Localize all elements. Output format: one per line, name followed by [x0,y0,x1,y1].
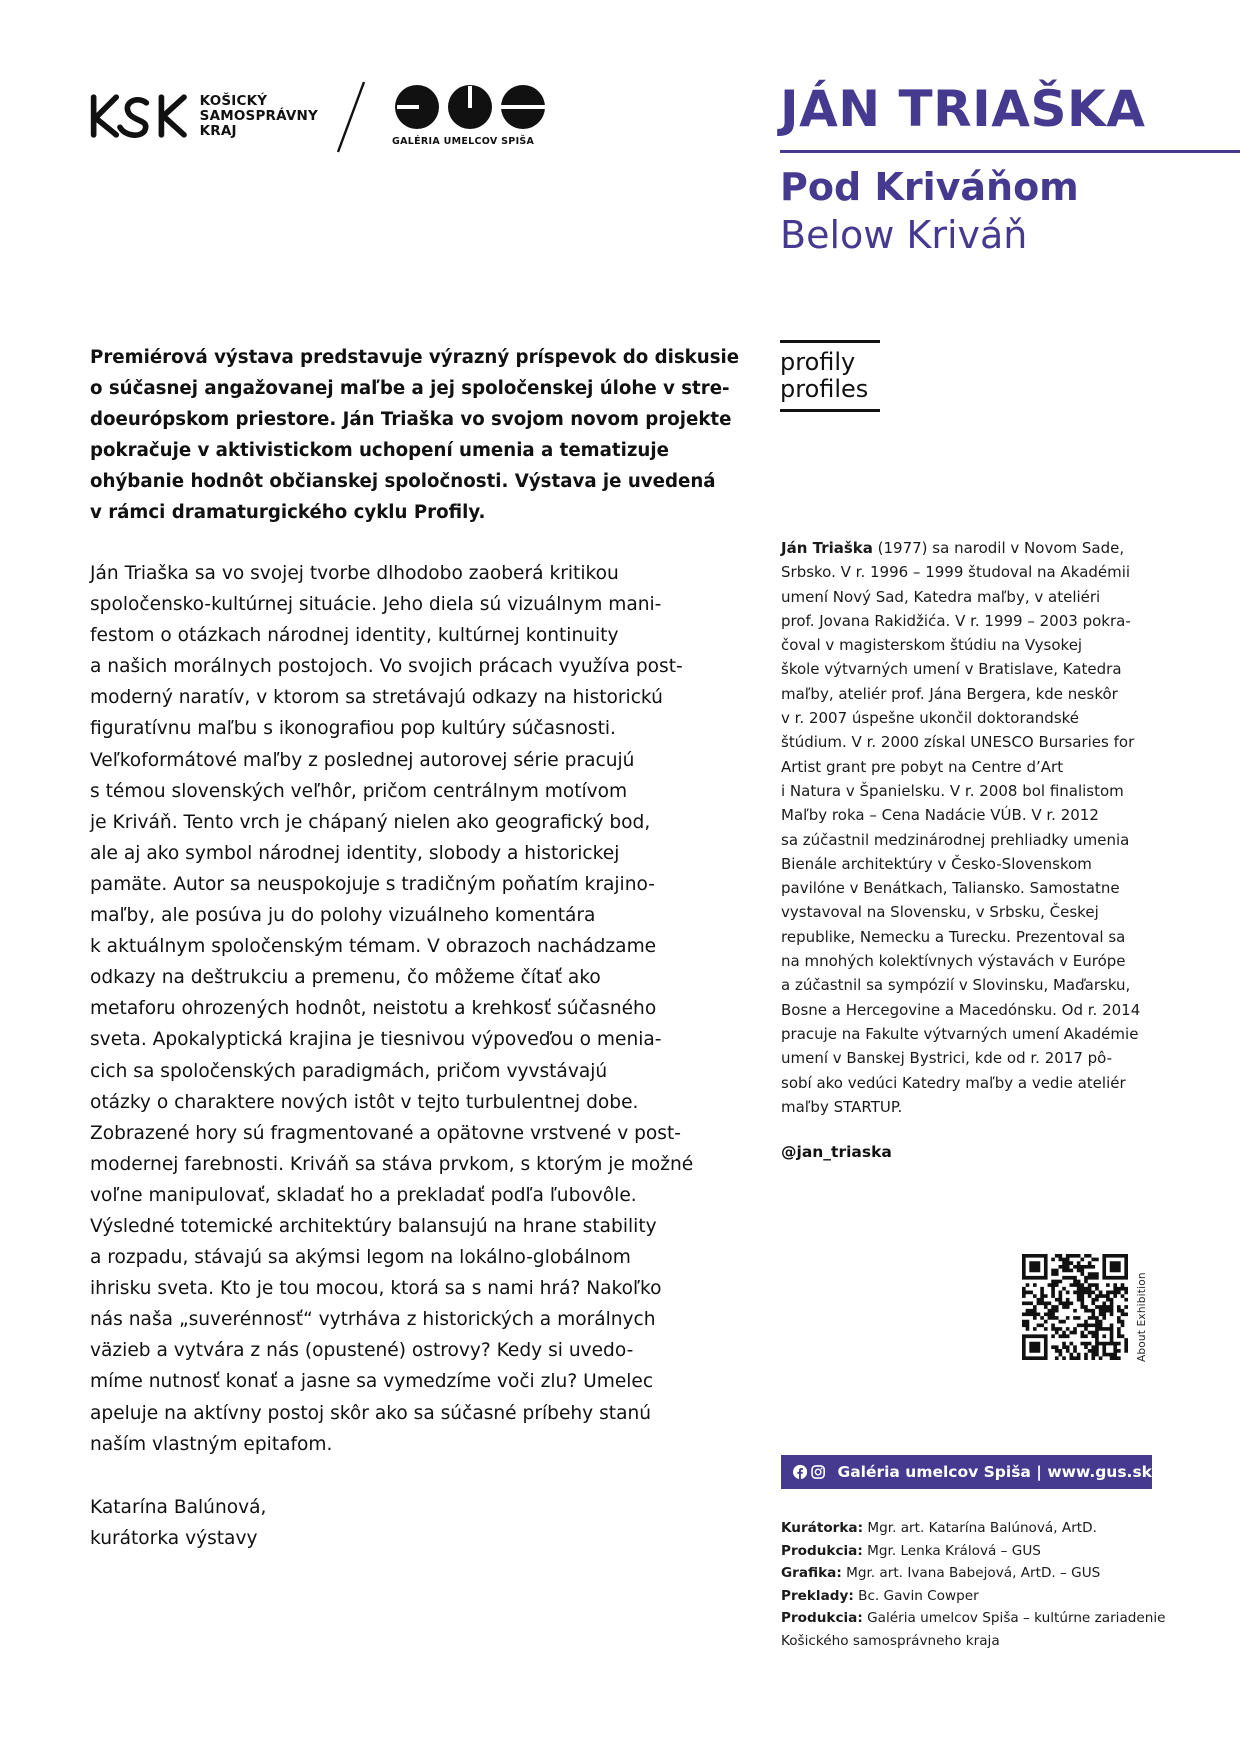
lead-line: ohýbanie hodnôt občianskej spoločnosti. Výstava je uvedená [90,471,716,492]
credit-line [781,1540,1240,1563]
credit-value: Mgr. art. Ivana Babejová, ArtD. – GUS [841,1565,1101,1582]
body-line: Výsledné totemické architektúry balansujú na hrane stability [90,1215,657,1237]
curator-name: Katarína Balúnová, [90,1497,267,1518]
gus-wordmark: GALÉRIA UMELCOV SPIŠA [392,136,535,147]
curator-signature [90,1492,490,1554]
credits [781,1517,1240,1653]
body-line: pamäte. Autor sa neuspokojuje s tradičným poňatím krajino- [90,873,655,895]
ksk-line-3: KRAJ [199,122,237,139]
body-line: festom o otázkach národnej identity, kultúrnej kontinuity [90,625,619,647]
title-divider [780,150,1240,153]
credit-value: Galéria umelcov Spiša – kultúrne zariadenie [862,1610,1166,1627]
bio-line: pracuje na Fakulte výtvarných umení Akadémie [781,1024,1139,1043]
body-line: moderný naratív, v ktorom sa stretávajú odkazy na historickú [90,687,663,709]
credit-label: Produkcia: [781,1542,863,1559]
bio-line: pavilóne v Benátkach, Taliansko. Samostatne [781,879,1120,898]
bio-line: v r. 2007 úspešne ukončil doktorandské [781,709,1080,728]
body-line: k aktuálnym spoločenským témam. V obrazoch nachádzame [90,936,657,958]
bio-line: Artist grant pre pobyt na Centre d’Art [781,757,1064,776]
curator-role: kurátorka výstavy [90,1528,258,1549]
exhibition-title-sk: Pod Kriváňom [780,165,1079,209]
qr-label-text: About Exhibition [1136,1272,1148,1362]
ksk-line-2: SAMOSPRÁVNY [199,107,318,124]
body-line: s témou slovenských veľhôr, pričom centrálnym motívom [90,780,628,802]
body-line: Ján Triaška sa vo svojej tvorbe dlhodobo zaoberá kritikou [90,563,619,584]
body-line: ale aj ako symbol národnej identity, slobody a historickej [90,842,620,864]
credit-label: Preklady: [781,1587,854,1604]
ksk-wordmark [200,94,318,139]
body-line: figuratívnu maľbu s ikonografiou pop kultúry súčasnosti. [90,718,616,740]
series-rule-bottom [780,409,880,412]
contact-bar[interactable] [781,1455,1152,1489]
bio-line: i Natura v Španielsku. V r. 2008 bol finalistom [781,781,1124,800]
qr-label [1136,1262,1154,1362]
bio-artist-name: Ján Triaška [781,539,873,557]
body-line: voľne manipulovať, skladať ho a prekladať podľa ľubovôle. [90,1184,637,1206]
series-logo [780,340,880,412]
bio-line: štúdium. V r. 2000 získal UNESCO Bursaries for [781,733,1135,752]
bio-line: sobí ako vedúci Katedry maľby a vedie ateliér [781,1073,1126,1092]
credit-label: Kurátorka: [781,1520,864,1536]
credit-line: Košického samosprávneho kraja [781,1632,1000,1649]
qr-code-icon[interactable] [1022,1254,1128,1360]
body-line: Veľkoformátové maľby z poslednej autorovej série pracujú [90,749,635,771]
lead-line: Premiérová výstava predstavuje výrazný príspevok do diskusie [90,347,740,368]
body-line: metaforu ohrozených hodnôt, neistotu a krehkosť súčasného [90,998,657,1020]
bio-line: Bienále architektúry v Česko-Slovenskom [781,854,1092,873]
credit-line [781,1562,1240,1585]
body-line: cich sa spoločenských paradigmách, pričom vyvstávajú [90,1060,608,1082]
body-line: a našich morálnych postojoch. Vo svojich prácach využíva post- [90,656,683,678]
bio-line: maľby, ateliér prof. Jána Bergera, kde neskôr [781,684,1118,703]
bio-line: sa zúčastnil medzinárodnej prehliadky umenia [781,830,1130,849]
body-line: a rozpadu, stávajú sa akýmsi legom na lokálno-globálnom [90,1247,631,1269]
body-line: Zobrazené hory sú fragmentované a opätovne vrstvené v post- [90,1122,681,1144]
body-line: nás naša „suverénnosť“ vytrháva z historických a morálnych [90,1309,656,1331]
bio-line: Srbsko. V r. 1996 – 1999 študoval na Akadémii [781,563,1131,582]
bio-first-line: (1977) sa narodil v Novom Sade, [872,539,1125,557]
bio-line: republike, Nemecku a Turecku. Prezentoval sa [781,927,1126,946]
credit-line [781,1585,1240,1608]
bio-line: Maľby roka – Cena Nadácie VÚB. V r. 2012 [781,806,1099,825]
lead-paragraph [90,342,740,528]
bio-line: a zúčastnil sa sympózií v Slovinsku, Maďarsku, [781,976,1131,995]
series-name-sk: profily [780,348,856,376]
bio-line: prof. Jovana Rakidžića. V r. 1999 – 2003 pokra- [781,611,1131,630]
body-line: odkazy na deštrukciu a premenu, čo môžeme čítať ako [90,967,601,989]
body-line: ihrisku sveta. Kto je tou mocou, ktorá sa s nami hrá? Nakoľko [90,1278,662,1300]
body-line: naším vlastným epitafom. [90,1433,333,1455]
bio-line: umení v Banskej Bystrici, kde od r. 2017 pô- [781,1049,1113,1068]
artist-name: JÁN TRIAŠKA [780,80,1146,138]
qr-modules [1022,1254,1128,1360]
bio-line [781,536,1181,560]
body-line: spoločensko-kultúrnej situácie. Jeho diela sú vizuálnym mani- [90,594,662,616]
instagram-handle[interactable]: @jan_triaska [781,1143,892,1161]
credit-value: Mgr. Lenka Králová – GUS [862,1542,1041,1559]
credit-line [781,1607,1240,1630]
gus-mark-icon [394,84,546,130]
credit-line [781,1517,1240,1540]
bio-line: škole výtvarných umení v Bratislave, Katedra [781,660,1122,679]
exhibition-title-en: Below Kriváň [780,213,1028,257]
body-line: maľby, ale posúva ju do polohy vizuálneho komentára [90,905,596,927]
artist-bio [781,536,1181,1119]
series-rule-top [780,340,880,343]
lead-line: pokračuje v aktivistickom uchopení umenia a tematizuje [90,440,669,461]
body-line: míme nutnosť konať a jasne sa vymedzíme voči zlu? Umelec [90,1371,654,1393]
contact-text[interactable]: Galéria umelcov Spiša | www.gus.sk [837,1463,1152,1481]
credit-label: Produkcia: [781,1610,863,1627]
bio-line: maľby STARTUP. [781,1097,903,1116]
logo-divider-slash [336,80,366,154]
ksk-mark-icon [88,88,190,144]
bio-line: umení Nový Sad, Katedra maľby, v ateliéri [781,587,1101,606]
instagram-icon[interactable] [811,1464,825,1480]
credit-value: Mgr. art. Katarína Balúnová, ArtD. [863,1520,1097,1536]
credit-value: Bc. Gavin Cowper [853,1587,979,1604]
bio-line: Bosne a Hercegovine a Macedónsku. Od r. 2014 [781,1000,1141,1019]
lead-line: v rámci dramaturgického cyklu Profily. [90,502,486,523]
body-line: väzieb a vytvára z nás (opustené) ostrovy? Kedy si uvedo- [90,1340,634,1362]
bio-line: na mnohých kolektívnych výstavách v Európe [781,952,1126,971]
bio-line: vystavoval na Slovensku, v Srbsku, Českej [781,903,1099,922]
bio-line: čoval v magisterskom štúdiu na Vysokej [781,636,1083,655]
lead-line: o súčasnej angažovanej maľbe a jej spoločenskej úlohe v stre- [90,378,730,399]
lead-line: doeurópskom priestore. Ján Triaška vo svojom novom projekte [90,409,732,430]
body-line: otázky o charaktere nových istôt v tejto turbulentnej dobe. [90,1091,639,1113]
body-line: apeluje na aktívny postoj skôr ako sa súčasné príbehy stanú [90,1402,652,1424]
body-line: modernej farebnosti. Kriváň sa stáva prvkom, s ktorým je možné [90,1153,694,1175]
body-line: je Kriváň. Tento vrch je chápaný nielen ako geografický bod, [90,811,651,833]
series-name-en: profiles [780,375,869,403]
body-line: sveta. Apokalyptická krajina je tiesnivou výpoveďou o menia- [90,1029,662,1051]
credit-label: Grafika: [781,1565,842,1582]
ksk-line-1: KOŠICKÝ [199,92,268,109]
ksk-logo [88,86,318,146]
gus-logo [392,84,552,150]
facebook-icon[interactable] [793,1464,807,1480]
curator-text [90,558,740,1460]
